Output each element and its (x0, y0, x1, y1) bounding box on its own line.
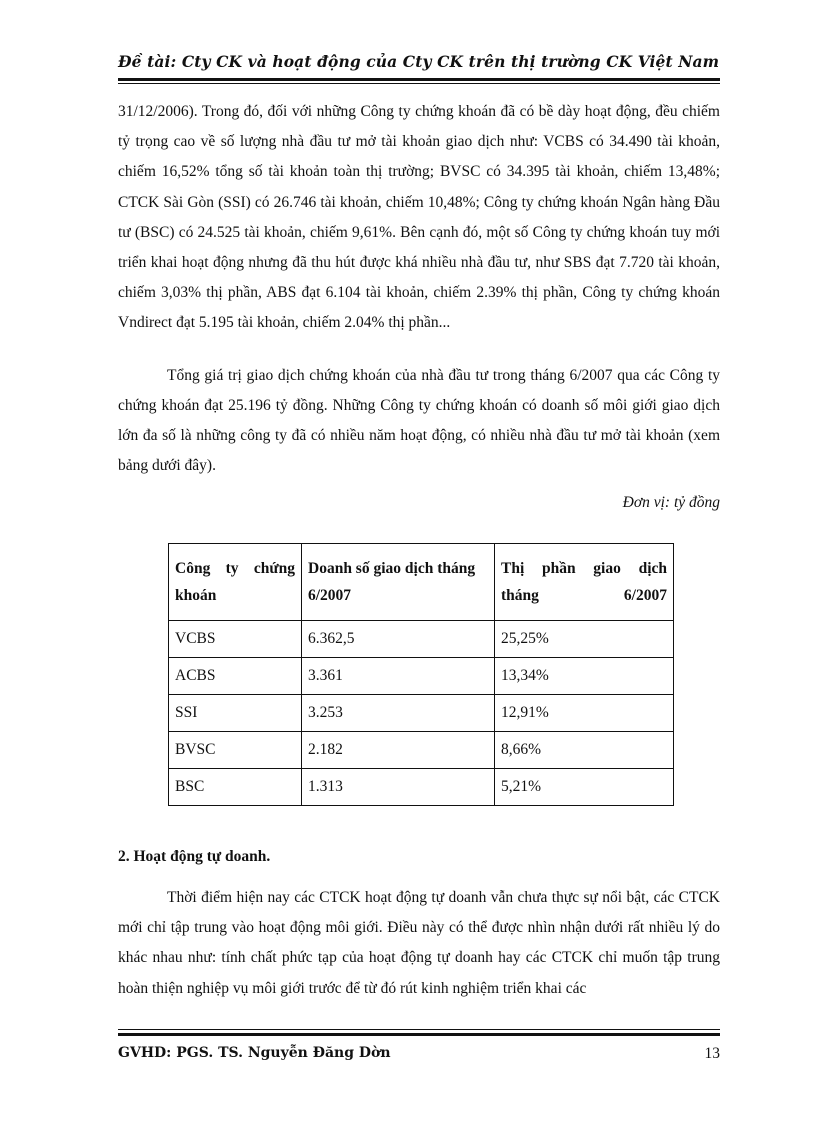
page-number: 13 (704, 1045, 720, 1062)
table-header-share: Thị phần giao dịch tháng 6/2007 (495, 544, 674, 621)
table-cell-company: SSI (169, 695, 302, 732)
table-cell-revenue: 1.313 (302, 769, 495, 806)
table-cell-company: ACBS (169, 658, 302, 695)
section-heading: 2. Hoạt động tự doanh. (118, 848, 271, 865)
table-header-row (169, 544, 674, 621)
table-row (169, 658, 674, 695)
table-row (169, 769, 674, 806)
body-text-top (118, 97, 720, 481)
paragraph-trading-value: Tổng giá trị giao dịch chứng khoán của nhà đầu tư trong tháng 6/2007 qua các Công ty chứng khoán đạt 25.196 tỷ đồng. Những Công ty chứng khoán có doanh số môi giới giao dịch lớn đa số là những công ty đã có nhiều năm hoạt động, có nhiều nhà đầu tư mở tài khoản (xem bảng dưới đây). (118, 366, 720, 475)
page-header-title: Đề tài: Cty CK và hoạt động của Cty CK trên thị trường CK Việt Nam (118, 52, 720, 71)
table-cell-share: 12,91% (495, 695, 674, 732)
header-rule-thick (118, 78, 720, 81)
table-cell-company: VCBS (169, 621, 302, 658)
paragraph-accounts: 31/12/2006). Trong đó, đối với những Công ty chứng khoán đã có bề dày hoạt động, đều chiếm tỷ trọng cao về số lượng nhà đầu tư mở tài khoản giao dịch như: VCBS có 34.490 tài khoản, chiếm 16,52% tổng số tài khoản toàn thị trường; BVSC có 34.395 tài khoản, chiếm 13,48%; CTCK Sài Gòn (SSI) có 26.746 tài khoản, chiếm 10,48%; Công ty chứng khoán Ngân hàng Đầu tư (BSC) có 24.525 tài khoản, chiếm 9,61%. Bên cạnh đó, một số Công ty chứng khoán tuy mới triển khai hoạt động nhưng đã thu hút được khá nhiều nhà đầu tư, như SBS đạt 7.720 tài khoản, chiếm 3,03% thị phần, ABS đạt 6.104 tài khoản, chiếm 2.39% thị phần, Công ty chứng khoán Vndirect đạt 5.195 tài khoản, chiếm 2.04% thị phần... (118, 103, 720, 332)
table-cell-company: BSC (169, 769, 302, 806)
table-header-company: Công ty chứng khoán (169, 544, 302, 621)
table-cell-share: 8,66% (495, 732, 674, 769)
paragraph-proprietary-trading: Thời điểm hiện nay các CTCK hoạt động tự doanh vẫn chưa thực sự nổi bật, các CTCK mới chỉ tập trung vào hoạt động môi giới. Điều này có thể được nhìn nhận dưới rất nhiều lý do khác nhau như: tính chất phức tạp của hoạt động tự doanh hay các CTCK chỉ muốn tập trung hoàn thiện nghiệp vụ môi giới trước để từ đó rút kinh nghiệm triển khai các (118, 889, 720, 997)
table-cell-share: 25,25% (495, 621, 674, 658)
table-cell-company: BVSC (169, 732, 302, 769)
table-row (169, 621, 674, 658)
table-row (169, 695, 674, 732)
table-header-revenue: Doanh số giao dịch tháng 6/2007 (302, 544, 495, 621)
footer-rule-thick (118, 1033, 720, 1036)
unit-note: Đơn vị: tỷ đồng (622, 494, 720, 511)
table-cell-revenue: 6.362,5 (302, 621, 495, 658)
brokerage-table (168, 543, 674, 806)
table-cell-share: 5,21% (495, 769, 674, 806)
header-rule-thin (118, 83, 720, 84)
footer-rule-thin (118, 1029, 720, 1030)
table-cell-revenue: 3.361 (302, 658, 495, 695)
footer-advisor: GVHD: PGS. TS. Nguyễn Đăng Dờn (118, 1045, 391, 1061)
table-cell-revenue: 2.182 (302, 732, 495, 769)
table-row (169, 732, 674, 769)
table-cell-share: 13,34% (495, 658, 674, 695)
table-cell-revenue: 3.253 (302, 695, 495, 732)
